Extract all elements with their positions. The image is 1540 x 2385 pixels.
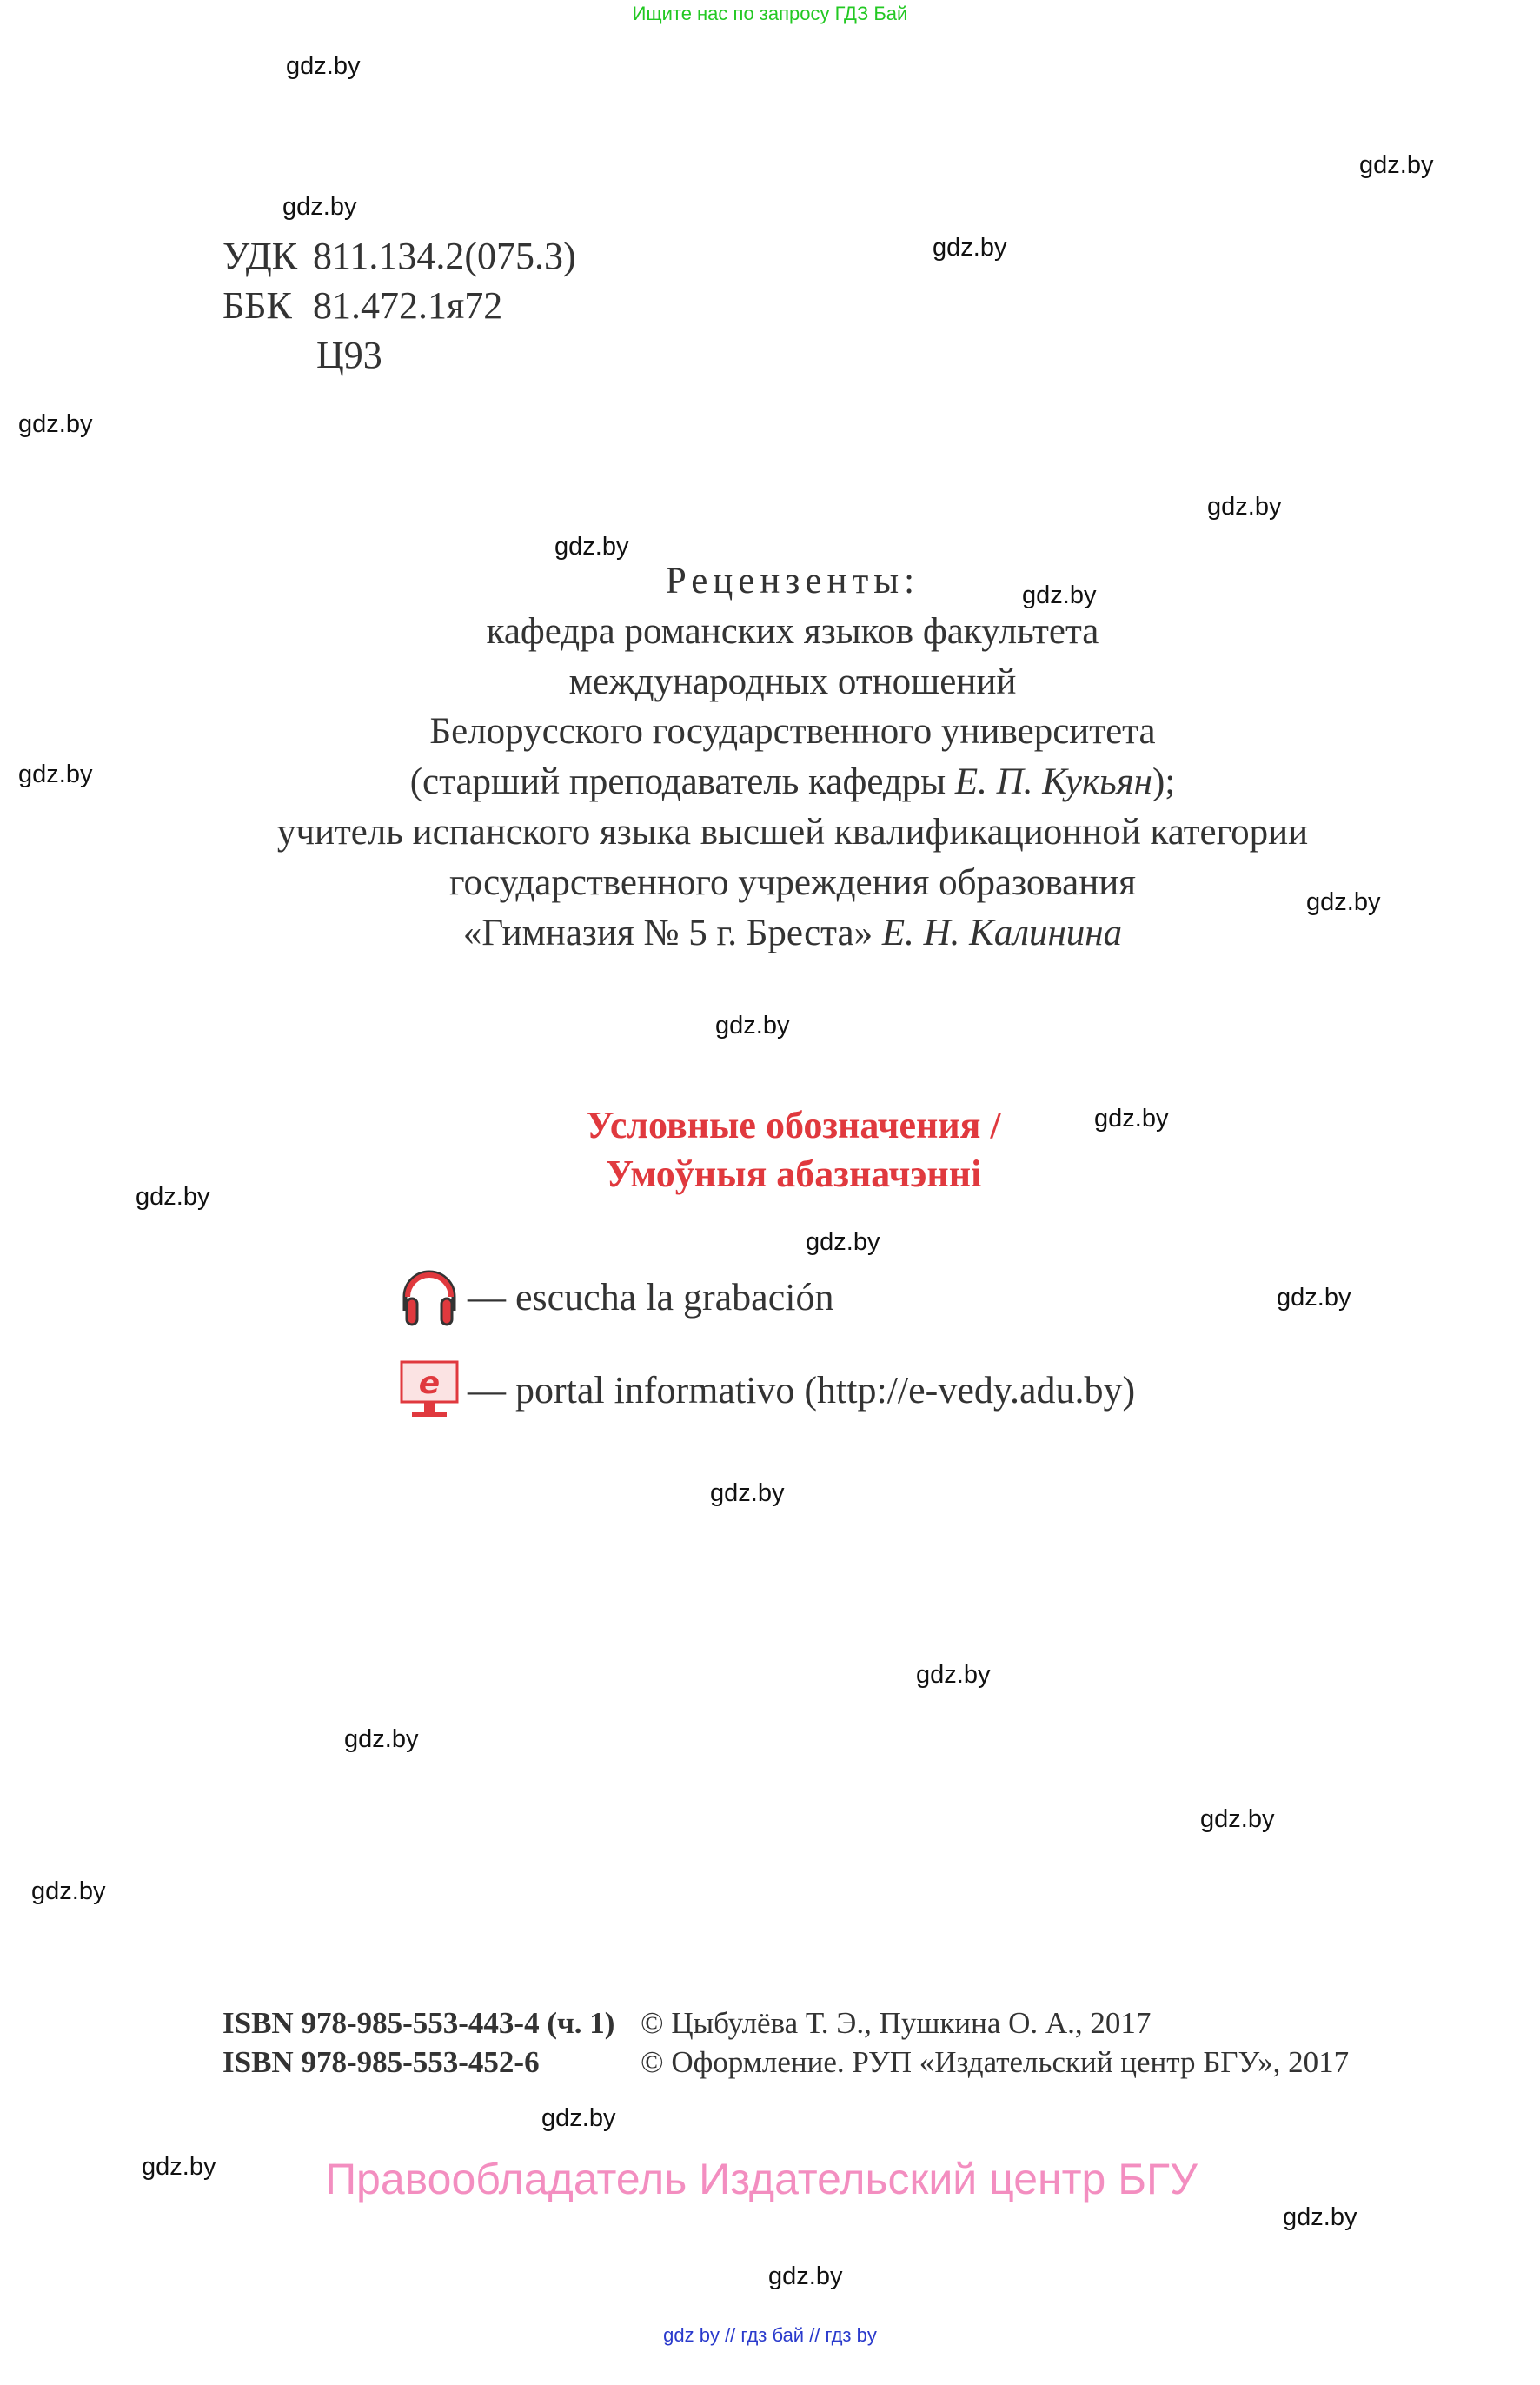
legend-item-portal xyxy=(400,1360,1135,1419)
legend-item-audio xyxy=(400,1267,833,1326)
watermark: gdz.by xyxy=(1207,493,1282,521)
watermark: gdz.by xyxy=(768,2262,843,2290)
legend-audio-text: — escucha la grabación xyxy=(468,1275,834,1319)
reviewer-line: учитель испанского языка высшей квалификационной категории xyxy=(276,811,1309,853)
watermark: gdz.by xyxy=(710,1479,785,1507)
reviewer-line: государственного учреждения образования xyxy=(448,861,1137,903)
watermark: gdz.by xyxy=(1283,2203,1357,2231)
copyright: © Оформление. РУП «Издательский центр БГУ», 2017 xyxy=(641,2045,1350,2079)
watermark: gdz.by xyxy=(1022,581,1097,609)
isbn-row xyxy=(222,2043,1349,2082)
watermark: gdz.by xyxy=(541,2104,616,2132)
watermark: gdz.by xyxy=(286,52,361,80)
watermark: gdz.by xyxy=(344,1725,419,1753)
reviewer-text: «Гимназия № 5 г. Бреста» xyxy=(462,912,882,953)
rights-holder: Правообладатель Издательский центр БГУ xyxy=(325,2155,1198,2203)
udk-line xyxy=(222,231,576,281)
footer-links[interactable]: gdz by // гдз бай // гдз by xyxy=(663,2324,877,2346)
legend-title-by: Умоўныя абазначэнні xyxy=(605,1153,982,1195)
watermark: gdz.by xyxy=(1359,151,1434,179)
svg-text:e: e xyxy=(418,1365,441,1401)
watermark: gdz.by xyxy=(142,2153,216,2181)
author-mark: Ц93 xyxy=(316,334,382,376)
watermark: gdz.by xyxy=(1094,1105,1169,1133)
watermark: gdz.by xyxy=(806,1228,880,1256)
reviewer-name: Е. Н. Калинина xyxy=(881,912,1123,953)
reviewer-text: ); xyxy=(1152,761,1176,803)
watermark: gdz.by xyxy=(18,410,93,438)
udk-label: УДК xyxy=(222,235,298,277)
bbk-label: ББК xyxy=(222,284,292,327)
watermark: gdz.by xyxy=(1306,888,1381,916)
watermark: gdz.by xyxy=(31,1877,106,1905)
watermark: gdz.by xyxy=(282,193,357,221)
isbn-row xyxy=(222,2003,1151,2043)
isbn-number: ISBN 978-985-553-443-4 (ч. 1) xyxy=(222,2006,615,2040)
reviewers-block xyxy=(0,556,1540,958)
legend-title-ru: Условные обозначения / xyxy=(586,1104,1001,1146)
reviewer-line: Белорусского государственного университета xyxy=(429,711,1156,753)
watermark: gdz.by xyxy=(1200,1805,1275,1833)
udk-value: 811.134.2(075.3) xyxy=(313,235,576,277)
bbk-line xyxy=(222,281,502,330)
headphones-icon xyxy=(400,1267,459,1326)
watermark: gdz.by xyxy=(715,1012,790,1040)
reviewer-line: кафедра романских языков факультета xyxy=(486,610,1099,652)
watermark: gdz.by xyxy=(554,533,629,561)
reviewer-line: международных отношений xyxy=(568,661,1017,702)
reviewer-line xyxy=(0,757,1540,807)
reviewer-name: Е. П. Кукьян xyxy=(954,761,1152,803)
reviewers-title: Рецензенты: xyxy=(665,561,920,601)
reviewer-line xyxy=(0,908,1540,959)
legend-portal-text: — portal informativo (http://e-vedy.adu.by) xyxy=(468,1368,1136,1412)
isbn-number: ISBN 978-985-553-452-6 xyxy=(222,2045,540,2079)
watermark: gdz.by xyxy=(916,1661,991,1689)
watermark: gdz.by xyxy=(18,761,93,788)
watermark: gdz.by xyxy=(933,234,1007,262)
copyright: © Цыбулёва Т. Э., Пушкина О. А., 2017 xyxy=(641,2006,1152,2040)
bbk-value: 81.472.1я72 xyxy=(313,284,503,327)
watermark: gdz.by xyxy=(136,1183,210,1211)
search-hint-link[interactable]: Ищите нас по запросу ГДЗ Бай xyxy=(632,3,908,24)
legend-title xyxy=(0,1101,1540,1199)
watermark: gdz.by xyxy=(1277,1284,1351,1312)
reviewer-text: (старший преподаватель кафедры xyxy=(409,761,955,803)
e-portal-monitor-icon xyxy=(400,1360,459,1419)
